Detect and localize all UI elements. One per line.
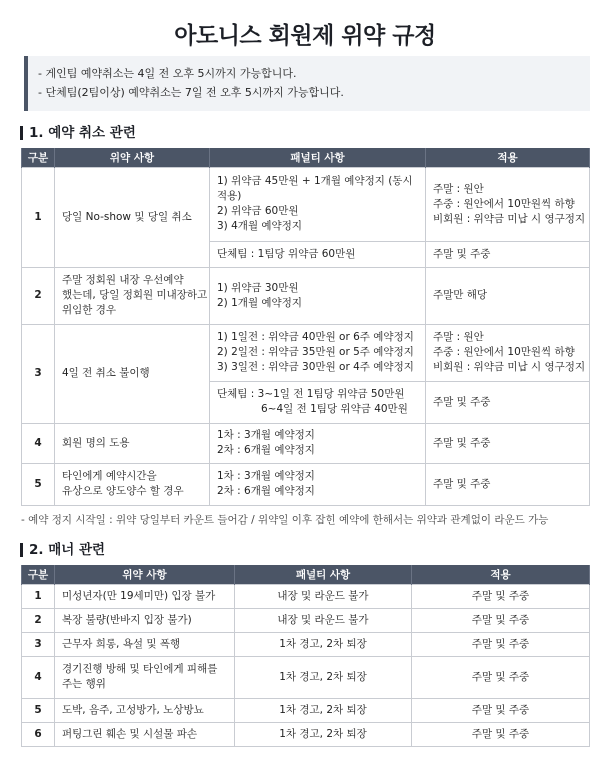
apply-cell: 주말 및 주중 [412, 632, 590, 656]
header-category: 구분 [22, 565, 55, 584]
row-number: 2 [22, 267, 55, 324]
apply-cell [426, 423, 590, 463]
penalty-text: 1차 : 3개월 예약정지 [217, 429, 315, 441]
apply-cell [426, 463, 590, 505]
apply-cell [426, 241, 590, 267]
apply-cell: 주말 및 주중 [412, 698, 590, 722]
table-row [22, 324, 590, 381]
violation-cell [55, 324, 210, 423]
penalty-text: 2차 : 6개월 예약정지 [217, 485, 315, 497]
table-row [22, 722, 590, 746]
penalty-cell [210, 324, 426, 381]
header-violation: 위약 사항 [55, 148, 210, 167]
table-row [22, 656, 590, 698]
apply-text: 주중 : 원안에서 10만원씩 하향 [433, 197, 575, 210]
penalty-cell [210, 423, 426, 463]
penalty-text: 1) 위약금 45만원 + 1개월 예약정지 (동시 [217, 175, 413, 187]
notice-line: - 단체팀(2팀이상) 예약취소는 7일 전 오후 5시까지 가능합니다. [38, 86, 344, 99]
violation-text: 당일 No-show 및 당일 취소 [62, 210, 192, 223]
row-number: 5 [22, 463, 55, 505]
apply-text: 주말 및 주중 [433, 247, 491, 260]
section-title-cancellation: 1. 예약 취소 관련 [20, 126, 136, 140]
penalty-cell [210, 167, 426, 241]
violation-text: 했는데, 당일 정회원 미내장하고 [62, 289, 208, 301]
row-number: 4 [22, 656, 55, 698]
apply-text: 주말 및 주중 [433, 477, 491, 490]
violation-cell [55, 584, 235, 608]
violation-text: 4일 전 취소 불이행 [62, 367, 150, 379]
table-row [22, 632, 590, 656]
table-row [22, 608, 590, 632]
penalty-text: 2) 위약금 60만원 [217, 205, 299, 217]
apply-text: 주중 : 원안에서 10만원씩 하향 [433, 346, 575, 358]
apply-text: 주말 및 주중 [433, 395, 491, 408]
violation-cell [55, 423, 210, 463]
header-apply: 적용 [426, 148, 590, 167]
apply-cell: 주말 및 주중 [412, 584, 590, 608]
violation-text: 퍼팅그린 훼손 및 시설물 파손 [62, 727, 198, 740]
violation-text: 타인에게 예약시간을 [62, 470, 157, 482]
table-header-row [22, 565, 590, 584]
penalty-text: 2차 : 6개월 예약정지 [217, 444, 315, 456]
page-title: 아도니스 회원제 위약 규정 [174, 23, 436, 49]
row-number: 6 [22, 722, 55, 746]
section-title-manners: 2. 매너 관련 [20, 543, 105, 557]
violation-cell [55, 463, 210, 505]
penalty-text: 3) 4개월 예약정지 [217, 220, 302, 232]
header-apply: 적용 [412, 565, 590, 584]
row-number: 1 [22, 584, 55, 608]
penalty-text: 2) 2일전 : 위약금 35만원 or 5주 예약정지 [217, 346, 414, 358]
penalty-cell: 내장 및 라운드 불가 [235, 608, 412, 632]
violation-text: 미성년자(만 19세미만) 입장 불가 [62, 589, 216, 602]
apply-cell: 주말 및 주중 [412, 608, 590, 632]
apply-cell [426, 324, 590, 381]
violation-text: 근무자 희롱, 욕설 및 폭행 [62, 637, 181, 650]
table-row [22, 267, 590, 324]
penalty-cell [210, 267, 426, 324]
violation-text: 경기진행 방해 및 타인에게 피해를 [62, 663, 218, 675]
penalty-text: 1) 1일전 : 위약금 40만원 or 6주 예약정지 [217, 331, 414, 343]
apply-text: 주말 : 원안 [433, 331, 484, 343]
penalty-text: 2) 1개월 예약정지 [217, 296, 302, 309]
violation-text: 복장 불량(반바지 입장 불가) [62, 613, 192, 626]
penalty-cell [210, 241, 426, 267]
penalty-cell: 1차 경고, 2차 퇴장 [235, 632, 412, 656]
penalty-text: 3) 3일전 : 위약금 30만원 or 4주 예약정지 [217, 361, 414, 373]
notice-line: - 게인팀 예약취소는 4일 전 오후 5시까지 가능합니다. [38, 67, 297, 80]
violation-text: 도박, 음주, 고성방가, 노상방뇨 [62, 703, 204, 716]
apply-cell [426, 267, 590, 324]
footnote: - 예약 정지 시작일 : 위약 당일부터 카운트 들어감 / 위약일 이후 잡힌 예약에 한해서는 위약과 관계없이 라운드 가능 [21, 514, 549, 526]
violation-cell [55, 267, 210, 324]
violation-text: 주말 정회원 내장 우선예약 [62, 274, 184, 286]
header-violation: 위약 사항 [55, 565, 235, 584]
violation-cell [55, 698, 235, 722]
apply-text: 비회원 : 위약금 미납 시 영구정지 [433, 212, 586, 225]
row-number: 2 [22, 608, 55, 632]
violation-cell [55, 656, 235, 698]
penalty-cell [210, 463, 426, 505]
notice-box [24, 56, 590, 111]
row-number: 5 [22, 698, 55, 722]
header-category: 구분 [22, 148, 55, 167]
row-number: 4 [22, 423, 55, 463]
penalty-cell: 1차 경고, 2차 퇴장 [235, 722, 412, 746]
manners-table [21, 565, 590, 747]
penalty-cell [210, 381, 426, 423]
penalty-cell: 1차 경고, 2차 퇴장 [235, 656, 412, 698]
table-row [22, 423, 590, 463]
penalty-cell: 1차 경고, 2차 퇴장 [235, 698, 412, 722]
table-header-row [22, 148, 590, 167]
violation-text: 회원 명의 도용 [62, 436, 130, 449]
violation-cell [55, 608, 235, 632]
penalty-text: 1) 위약금 30만원 [217, 281, 299, 294]
violation-cell [55, 167, 210, 267]
apply-cell [426, 167, 590, 241]
row-number: 1 [22, 167, 55, 267]
apply-text: 주말 및 주중 [433, 436, 491, 449]
violation-text: 위임한 경우 [62, 304, 117, 316]
violation-cell [55, 722, 235, 746]
violation-cell [55, 632, 235, 656]
penalty-text: 단체팀 : 3~1일 전 1팀당 위약금 50만원 [217, 388, 405, 400]
penalty-text: 6~4일 전 1팀당 위약금 40만원 [261, 403, 408, 415]
apply-cell [426, 381, 590, 423]
header-penalty: 패널티 사항 [235, 565, 412, 584]
apply-text: 비회원 : 위약금 미납 시 영구정지 [433, 361, 586, 373]
penalty-text: 적용) [217, 190, 242, 202]
penalty-text: 단체팀 : 1팀당 위약금 60만원 [217, 247, 356, 260]
penalty-cell: 내장 및 라운드 불가 [235, 584, 412, 608]
apply-cell: 주말 및 주중 [412, 656, 590, 698]
apply-text: 주말 : 원안 [433, 182, 484, 195]
cancellation-table [21, 148, 590, 506]
apply-cell: 주말 및 주중 [412, 722, 590, 746]
row-number: 3 [22, 324, 55, 423]
violation-text: 주는 행위 [62, 678, 106, 690]
penalty-text: 1차 : 3개월 예약정지 [217, 470, 315, 482]
table-row [22, 698, 590, 722]
header-penalty: 패널티 사항 [210, 148, 426, 167]
row-number: 3 [22, 632, 55, 656]
table-row [22, 463, 590, 505]
table-row [22, 167, 590, 241]
apply-text: 주말만 해당 [433, 289, 488, 301]
violation-text: 유상으로 양도양수 할 경우 [62, 485, 184, 497]
table-row [22, 584, 590, 608]
